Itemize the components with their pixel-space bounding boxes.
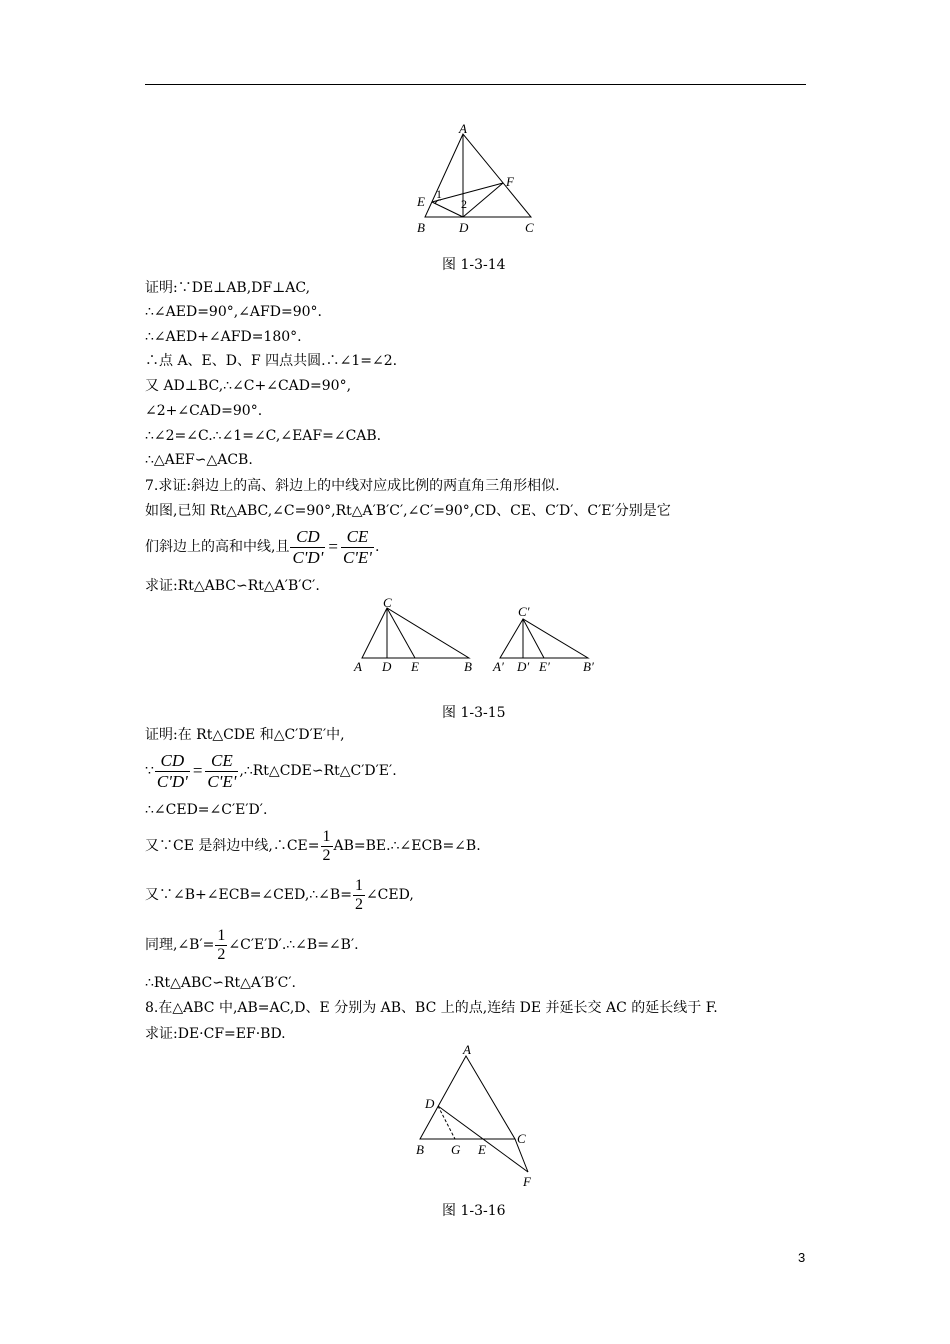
fraction-denominator: C'D'	[292, 547, 324, 567]
left-label-d: D	[382, 659, 392, 674]
proof6-line-5: 又 AD⊥BC,∴∠C+∠CAD=90°,	[145, 378, 352, 394]
equals-sign: =	[328, 537, 338, 556]
right-label-b: B′	[583, 659, 594, 674]
label-a: A	[463, 1042, 471, 1057]
right-label-a: A′	[493, 659, 504, 674]
fraction-numerator: CD	[290, 527, 325, 548]
proof7-line-5	[145, 875, 414, 915]
proof6-line-8: ∴△AEF∽△ACB.	[145, 452, 253, 468]
problem8-title: 8.在△ABC 中,AB=AC,D、E 分别为 AB、BC 上的点,连结 DE 并延长交 AC 的延长线于 F.	[145, 1000, 718, 1016]
proof7-line-6-pre: 同理,∠B′=	[145, 937, 215, 953]
fraction-denominator: 2	[322, 846, 331, 864]
proof7-line-5-pre: 又∵∠B+∠ECB=∠CED,∴∠B=	[145, 887, 352, 903]
page-number: 3	[798, 1250, 806, 1265]
fraction-one-half	[321, 828, 333, 865]
fraction-numerator: CD	[155, 751, 190, 772]
fraction-ce-over-cpep	[341, 527, 374, 568]
fraction-one-half	[353, 877, 365, 914]
left-label-a: A	[354, 659, 362, 674]
proof6-line-2: ∴∠AED=90°,∠AFD=90°.	[145, 304, 322, 320]
proof7-line-6-post: ∠C′E′D′.∴∠B=∠B′.	[228, 937, 359, 953]
figure-1-3-14	[405, 120, 555, 235]
problem7-title: 7.求证:斜边上的高、斜边上的中线对应成比例的两直角三角形相似.	[145, 478, 560, 494]
fraction-denominator: 2	[217, 945, 226, 963]
right-label-d: D′	[517, 659, 530, 674]
fraction-cd-over-cpdp	[155, 751, 190, 792]
equals-sign: =	[192, 761, 203, 780]
problem7-given-line-2	[145, 524, 379, 570]
given-text-post: .	[374, 539, 380, 555]
angle-label-2: 2	[461, 197, 467, 211]
figure-1-3-14-caption: 图 1-3-14	[442, 257, 506, 273]
fraction-numerator: CE	[341, 527, 374, 548]
angle-label-1: 1	[436, 187, 442, 201]
fraction-denominator: C'E'	[207, 771, 237, 791]
figure-1-3-15	[345, 596, 605, 678]
header-rule	[145, 84, 806, 85]
because-symbol: ∵	[145, 763, 154, 779]
proof7-line-4-pre: 又∵CE 是斜边中线,∴CE=	[145, 838, 320, 854]
problem8-prove: 求证:DE·CF=EF·BD.	[145, 1026, 286, 1042]
label-d: D	[459, 220, 469, 235]
label-f: F	[523, 1174, 531, 1189]
fraction-numerator: 1	[322, 827, 331, 845]
proof7-line-2	[145, 748, 397, 794]
proof7-line-7: ∴Rt△ABC∽Rt△A′B′C′.	[145, 975, 296, 991]
proof6-line-7: ∴∠2=∠C.∴∠1=∠C,∠EAF=∠CAB.	[145, 428, 382, 444]
label-b: B	[416, 1142, 424, 1157]
fraction-denominator: C'D'	[156, 771, 188, 791]
label-e: E	[417, 194, 425, 209]
right-label-c: C′	[518, 604, 530, 619]
proof6-line-3: ∴∠AED+∠AFD=180°.	[145, 329, 302, 345]
label-b: B	[417, 220, 425, 235]
fraction-cd-over-cpdp	[290, 527, 325, 568]
label-a: A	[459, 121, 467, 136]
proof7-line-3: ∴∠CED=∠C′E′D′.	[145, 802, 268, 818]
label-f: F	[506, 174, 514, 189]
fraction-denominator: 2	[354, 895, 363, 913]
fraction-numerator: 1	[354, 876, 363, 894]
figure-1-3-15-drawing	[345, 596, 605, 678]
proof6-line-4: ∴点 A、E、D、F 四点共圆.∴∠1=∠2.	[145, 353, 398, 369]
given-text-pre: 们斜边上的高和中线,且	[145, 539, 290, 555]
figure-1-3-16	[405, 1040, 555, 1192]
proof7-line-2-text: ,∴Rt△CDE∽Rt△C′D′E′.	[239, 763, 397, 779]
fraction-numerator: CE	[205, 751, 238, 772]
proof7-line-4-post: AB=BE.∴∠ECB=∠B.	[333, 838, 481, 854]
label-c: C	[517, 1131, 526, 1146]
problem7-given-line-1: 如图,已知 Rt△ABC,∠C=90°,Rt△A′B′C′,∠C′=90°,CD、CE、C′D′、C′E′分别是它	[145, 503, 671, 519]
proof7-line-5-post: ∠CED,	[365, 887, 414, 903]
label-d: D	[425, 1096, 435, 1111]
figure-1-3-16-drawing	[405, 1040, 555, 1192]
right-label-e: E′	[539, 659, 550, 674]
problem7-prove: 求证:Rt△ABC∽Rt△A′B′C′.	[145, 578, 320, 594]
fraction-denominator: C'E'	[342, 547, 372, 567]
label-c: C	[525, 220, 534, 235]
figure-1-3-14-drawing	[405, 120, 555, 235]
proof7-line-4	[145, 826, 481, 866]
proof7-line-1: 证明:在 Rt△CDE 和△C′D′E′中,	[145, 727, 345, 743]
proof7-line-6	[145, 925, 359, 965]
left-label-e: E	[411, 659, 419, 674]
figure-1-3-15-caption: 图 1-3-15	[442, 705, 506, 721]
fraction-ce-over-cpep	[205, 751, 238, 792]
proof6-line-1: 证明:∵DE⊥AB,DF⊥AC,	[145, 280, 311, 296]
label-g: G	[451, 1142, 461, 1157]
fraction-one-half	[215, 927, 227, 964]
left-label-b: B	[464, 659, 472, 674]
left-label-c: C	[383, 595, 392, 610]
fraction-numerator: 1	[217, 926, 226, 944]
figure-1-3-16-caption: 图 1-3-16	[442, 1203, 506, 1219]
proof6-line-6: ∠2+∠CAD=90°.	[145, 403, 263, 419]
label-e: E	[478, 1142, 486, 1157]
